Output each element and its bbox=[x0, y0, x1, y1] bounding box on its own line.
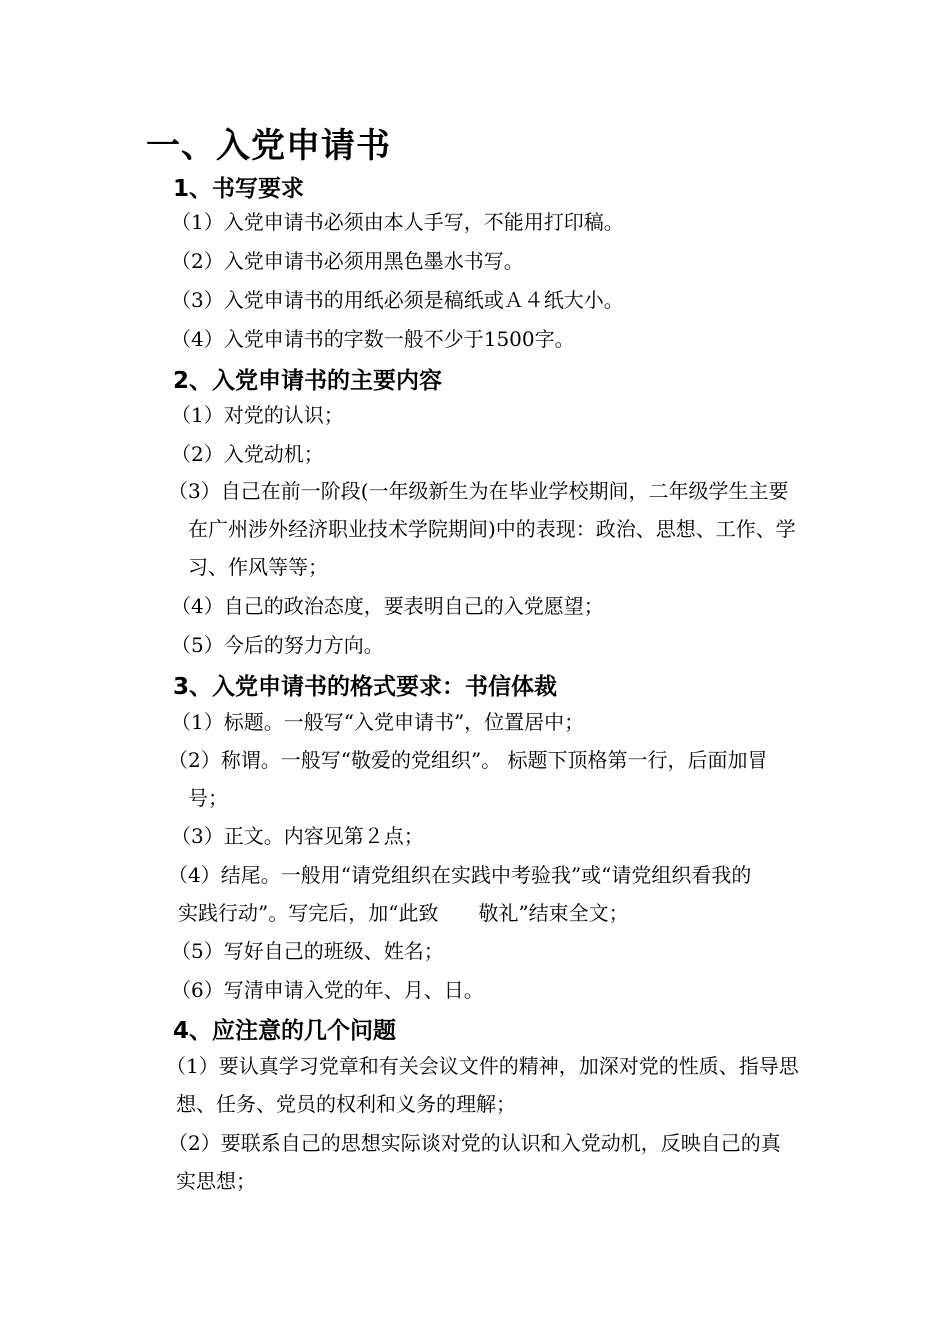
s2-item-3-line-3: 习、作风等等； bbox=[188, 555, 328, 579]
s3-item-2-line-1: （2）称谓。一般写“敬爱的党组织”。 标题下顶格第一行，后面加冒 bbox=[168, 748, 768, 772]
s2-item-3-line-2: 在广州涉外经济职业技术学院期间)中的表现：政治、思想、工作、学 bbox=[188, 517, 796, 541]
s2-item-2: （2）入党动机； bbox=[171, 442, 324, 466]
section-3-heading: 3、入党申请书的格式要求：书信体裁 bbox=[173, 674, 558, 700]
s4-item-1 bbox=[166, 1047, 831, 1123]
s3-item-2-line-2: 号； bbox=[188, 786, 228, 810]
s1-item-4: （4）入党申请书的字数一般不少于1500字。 bbox=[171, 327, 575, 351]
s3-item-5: （5）写好自己的班级、姓名； bbox=[171, 939, 444, 963]
s2-item-5: （5）今后的努力方向。 bbox=[171, 633, 384, 657]
s3-item-4 bbox=[168, 856, 833, 932]
s3-item-4-line-2: 实践行动”。写完后，加“此致 敬礼”结束全文； bbox=[178, 901, 629, 925]
page-title: 一、入党申请书 bbox=[146, 126, 391, 166]
s4-item-2-line-1: （2）要联系自己的思想实际谈对党的认识和入党动机，反映自己的真 bbox=[168, 1131, 781, 1155]
s4-item-1-line-1: （1）要认真学习党章和有关会议文件的精神，加深对党的性质、指导思 bbox=[166, 1054, 799, 1078]
s2-item-3-line-1: （3）自己在前一阶段(一年级新生为在毕业学校期间，二年级学生主要 bbox=[168, 479, 789, 503]
s3-item-1: （1）标题。一般写“入党申请书”，位置居中； bbox=[171, 710, 585, 734]
s1-item-2: （2）入党申请书必须用黑色墨水书写。 bbox=[171, 249, 524, 273]
s4-item-2-line-2: 实思想； bbox=[176, 1169, 256, 1193]
section-4-heading: 4、应注意的几个问题 bbox=[173, 1018, 397, 1044]
s2-item-3 bbox=[168, 472, 833, 586]
s3-item-2 bbox=[168, 741, 833, 817]
section-1-heading: 1、书写要求 bbox=[173, 176, 305, 202]
s4-item-2 bbox=[168, 1124, 833, 1200]
s1-item-3: （3）入党申请书的用纸必须是稿纸或Ａ４纸大小。 bbox=[171, 288, 624, 312]
s1-item-1: （1）入党申请书必须由本人手写，不能用打印稿。 bbox=[171, 210, 624, 234]
s3-item-4-line-1: （4）结尾。一般用“请党组织在实践中考验我”或“请党组织看我的 bbox=[168, 863, 752, 887]
s2-item-4: （4）自己的政治态度，要表明自己的入党愿望； bbox=[171, 594, 604, 618]
s2-item-1: （1）对党的认识； bbox=[171, 403, 344, 427]
s3-item-6: （6）写清申请入党的年、月、日。 bbox=[171, 978, 484, 1002]
s3-item-3: （3）正文。内容见第２点； bbox=[171, 824, 424, 848]
s4-item-1-line-2: 想、任务、党员的权利和义务的理解； bbox=[176, 1092, 516, 1116]
section-2-heading: 2、入党申请书的主要内容 bbox=[173, 368, 443, 394]
